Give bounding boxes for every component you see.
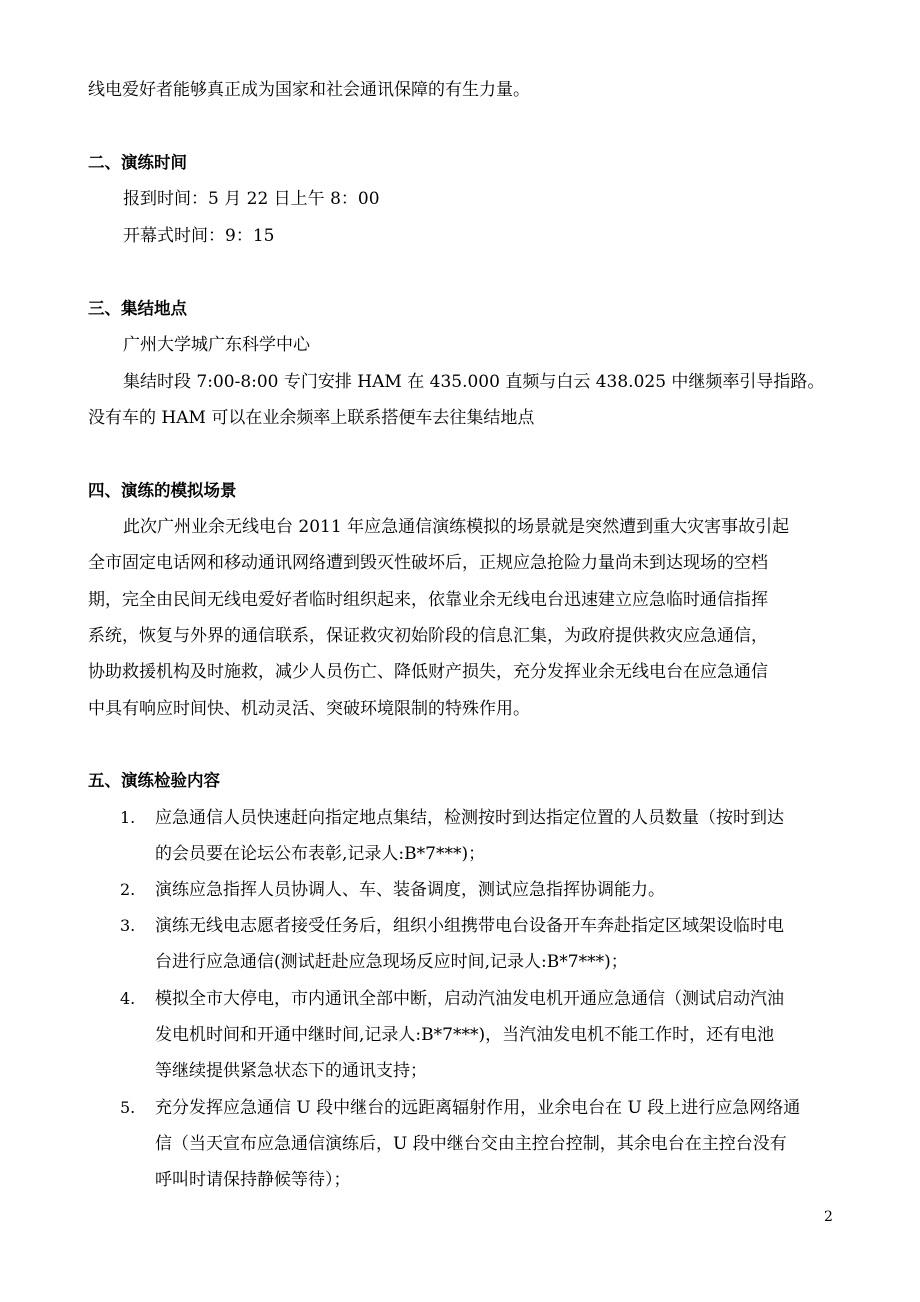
intro-tail-text: 线电爱好者能够真正成为国家和社会通讯保障的有生力量。	[88, 80, 530, 100]
list-item-number: 4.	[120, 989, 136, 1008]
list-item-line: 发电机时间和开通中继时间,记录人:B*7***)，当汽油发电机不能工作时，还有电池	[155, 1025, 775, 1045]
scenario-line: 期，完全由民间无线电爱好者临时组织起来，依靠业余无线电台迅速建立应急临时通信指挥	[88, 590, 768, 610]
opening-time: 开幕式时间：9：15	[123, 226, 275, 246]
section-location-heading: 三、集结地点	[88, 299, 187, 318]
scenario-line: 中具有响应时间快、机动灵活、突破环境限制的特殊作用。	[88, 699, 530, 719]
section-time-heading: 二、演练时间	[88, 153, 187, 172]
list-item-line: 模拟全市大停电，市内通讯全部中断，启动汽油发电机开通应急通信（测试启动汽油	[155, 989, 784, 1009]
list-item-number: 3.	[120, 916, 136, 935]
section-scenario-heading: 四、演练的模拟场景	[88, 481, 237, 500]
list-item-line: 呼叫时请保持静候等待）；	[155, 1170, 351, 1190]
location-line-1: 集结时段 7:00-8:00 专门安排 HAM 在 435.000 直频与白云 438.025 中继频率引导指路。	[123, 372, 825, 392]
location-place: 广州大学城广东科学中心	[123, 335, 310, 355]
scenario-line: 系统，恢复与外界的通信联系，保证救灾初始阶段的信息汇集，为政府提供救灾应急通信，	[88, 626, 768, 646]
list-item-number: 5.	[120, 1098, 136, 1117]
list-item-line: 演练无线电志愿者接受任务后，组织小组携带电台设备开车奔赴指定区域架设临时电	[155, 916, 784, 936]
list-item-line: 演练应急指挥人员协调人、车、装备调度，测试应急指挥协调能力。	[155, 880, 665, 900]
scenario-line: 协助救援机构及时施救，减少人员伤亡、降低财产损失，充分发挥业余无线电台在应急通信	[88, 662, 768, 682]
location-line-2: 没有车的 HAM 可以在业余频率上联系搭便车去往集结地点	[88, 408, 535, 428]
page-number: 2	[824, 1209, 833, 1225]
section-content-heading: 五、演练检验内容	[88, 771, 220, 790]
list-item-line: 台进行应急通信(测试赶赴应急现场反应时间,记录人:B*7***)；	[155, 952, 628, 972]
report-time: 报到时间：5 月 22 日上午 8：00	[123, 189, 380, 209]
scenario-line: 全市固定电话网和移动通讯网络遭到毁灭性破坏后，正规应急抢险力量尚未到达现场的空档	[88, 553, 768, 573]
list-item-line: 信（当天宣布应急通信演练后，U 段中继台交由主控台控制，其余电台在主控台没有	[155, 1134, 787, 1154]
list-item-line: 等继续提供紧急状态下的通讯支持；	[155, 1061, 427, 1081]
list-item-line: 应急通信人员快速赶向指定地点集结，检测按时到达指定位置的人员数量（按时到达	[155, 808, 784, 828]
scenario-line: 此次广州业余无线电台 2011 年应急通信演练模拟的场景就是突然遭到重大灾害事故引起	[123, 517, 790, 537]
list-item-line: 的会员要在论坛公布表彰,记录人:B*7***)；	[155, 844, 486, 864]
list-item-number: 2.	[120, 880, 136, 899]
list-item-number: 1.	[120, 808, 136, 827]
list-item-line: 充分发挥应急通信 U 段中继台的远距离辐射作用，业余电台在 U 段上进行应急网络通	[155, 1098, 801, 1118]
